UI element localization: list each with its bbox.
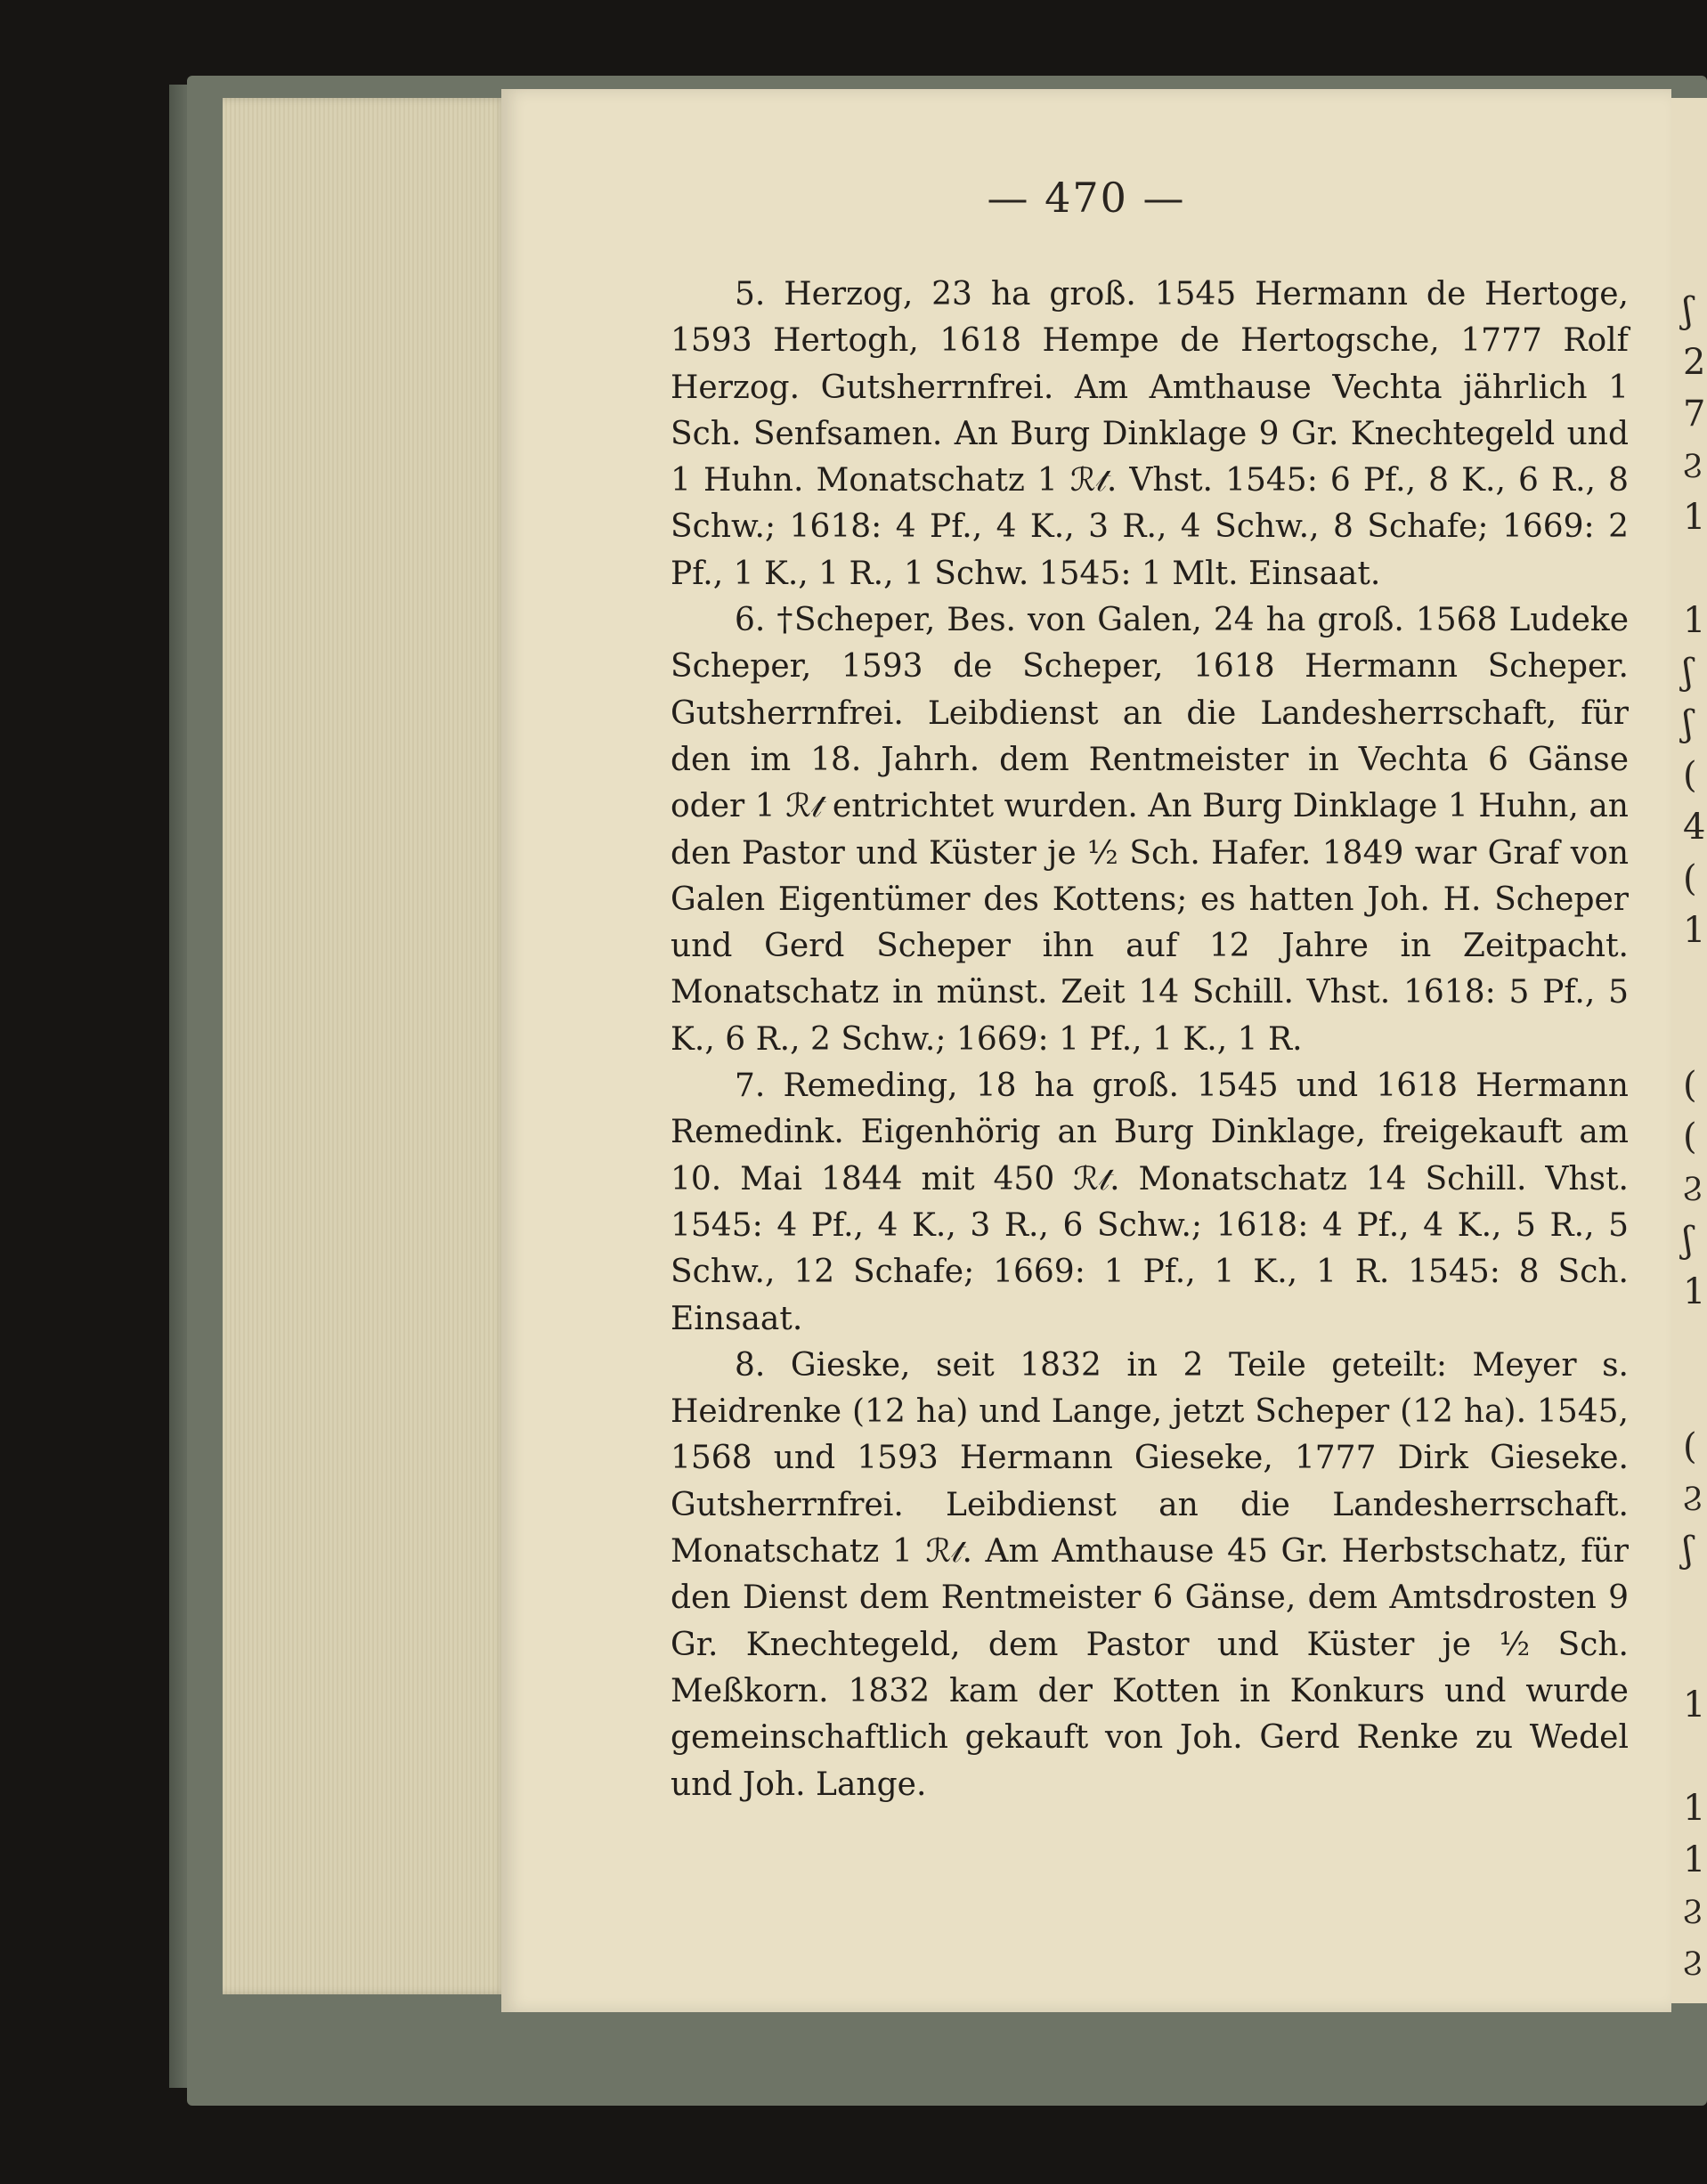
facing-page-letter: 1 bbox=[1683, 910, 1706, 951]
facing-page-letter: ( bbox=[1683, 858, 1697, 899]
facing-page-letter bbox=[1683, 1008, 1707, 1060]
page-number: — 470 — bbox=[987, 174, 1186, 222]
facing-page-letter: Ϩ bbox=[1683, 445, 1703, 486]
page-stack-edges bbox=[223, 98, 508, 1994]
facing-page-letter bbox=[1683, 956, 1707, 1008]
page-body bbox=[671, 272, 1629, 1808]
facing-page-letter: Ϩ bbox=[1683, 1478, 1703, 1519]
facing-page-text-fragment bbox=[1683, 285, 1707, 1989]
facing-page-letter bbox=[1683, 543, 1707, 595]
paragraph-remeding: 7. Remeding, 18 ha groß. 1545 und 1618 Hermann Remedink. Eigenhörig an Burg Dinklage, freigekauft am 10. Mai 1844 mit 450 ℛ𝓉. Monatschatz 14 Schill. Vhst. 1545: 4 Pf., 4 K., 3 R., 6 Schw.; 1618: 4 Pf., 4 K., 5 R., 5 Schw., 12 Schafe; 1669: 1 Pf., 1 K., 1 R. 1545: 8 Sch. Einsaat. bbox=[671, 1068, 1629, 1337]
paragraph-scheper: 6. †Scheper, Bes. von Galen, 24 ha groß. 1568 Ludeke Scheper, 1593 de Scheper, 1618 Hermann Scheper. Gutsherrnfrei. Leibdienst an die Landesherrschaft, für den im 18. Jahrh. dem Rentmeister in Vechta 6 Gänse oder 1 ℛ𝓉 entrichtet wurden. An Burg Dinklage 1 Huhn, an den Pastor und Küster je ½ Sch. Hafer. 1849 war Graf von Galen Eigentümer des Kottens; es hatten Joh. H. Scheper und Gerd Scheper ihn auf 12 Jahre in Zeitpacht. Monatschatz in münst. Zeit 14 Schill. Vhst. 1618: 5 Pf., 5 K., 6 R., 2 Schw.; 1669: 1 Pf., 1 K., 1 R. bbox=[671, 602, 1629, 1058]
paragraph-gieske: 8. Gieske, seit 1832 in 2 Teile geteilt: Meyer s. Heidrenke (12 ha) und Lange, jetzt Scheper (12 ha). 1545, 1568 und 1593 Hermann Gieseke, 1777 Dirk Gieseke. Gutsherrnfrei. Leibdienst an die Landesherrschaft. Monatschatz 1 ℛ𝓉. Am Amthause 45 Gr. Herbstschatz, für den Dienst dem Rentmeister 6 Gänse, dem Amtsdrosten 9 Gr. Knechtegeld, dem Pastor und Küster je ½ Sch. Meßkorn. 1832 kam der Kotten in Konkurs und wurde gemeinschaftlich gekauft von Joh. Gerd Renke zu Wedel und Joh. Lange. bbox=[671, 1346, 1629, 1803]
facing-page-letter: ʃ bbox=[1683, 1530, 1693, 1571]
facing-page-letter: ʃ bbox=[1683, 290, 1693, 331]
paragraph-herzog: 5. Herzog, 23 ha groß. 1545 Hermann de Hertoge, 1593 Hertogh, 1618 Hempe de Hertogsche, 1777 Rolf Herzog. Gutsherrnfrei. Am Amthause Vechta jährlich 1 Sch. Senfsamen. An Burg Dinklage 9 Gr. Knechtegeld und 1 Huhn. Monatschatz 1 ℛ𝓉. Vhst. 1545: 6 Pf., 8 K., 6 R., 8 Schw.; 1618: 4 Pf., 4 K., 3 R., 4 Schw., 8 Schafe; 1669: 2 Pf., 1 K., 1 R., 1 Schw. 1545: 1 Mlt. Einsaat. bbox=[671, 276, 1629, 592]
facing-page-letter bbox=[1683, 1731, 1707, 1782]
facing-page-letter bbox=[1683, 1576, 1707, 1628]
facing-page-letter bbox=[1683, 1369, 1707, 1421]
facing-page-letter: 2 bbox=[1683, 342, 1706, 383]
facing-page-letter: ( bbox=[1683, 1426, 1697, 1467]
facing-page-letter: 1 bbox=[1683, 497, 1706, 538]
facing-page-letter: 7 bbox=[1683, 394, 1706, 434]
facing-page-letter: 1 bbox=[1683, 1839, 1706, 1880]
facing-page-letter: ʃ bbox=[1683, 652, 1693, 693]
facing-page-letter: ʃ bbox=[1683, 1220, 1693, 1261]
facing-page-letter: ( bbox=[1683, 755, 1697, 796]
facing-page-letter: Ϩ bbox=[1683, 1891, 1703, 1932]
facing-page-letter: ( bbox=[1683, 1065, 1697, 1106]
facing-page-letter bbox=[1683, 1628, 1707, 1679]
facing-page-letter: 1 bbox=[1683, 600, 1706, 641]
facing-page-letter: ( bbox=[1683, 1116, 1697, 1157]
facing-page-letter: ʃ bbox=[1683, 703, 1693, 744]
facing-page-letter: 1 bbox=[1683, 1685, 1706, 1725]
facing-page-letter: Ϩ bbox=[1683, 1943, 1703, 1984]
facing-page-letter: 1 bbox=[1683, 1271, 1706, 1312]
facing-page-letter: Ϩ bbox=[1683, 1168, 1703, 1209]
facing-page-letter bbox=[1683, 1318, 1707, 1369]
facing-page-letter: 4 bbox=[1683, 807, 1706, 848]
facing-page-letter: 1 bbox=[1683, 1788, 1706, 1829]
